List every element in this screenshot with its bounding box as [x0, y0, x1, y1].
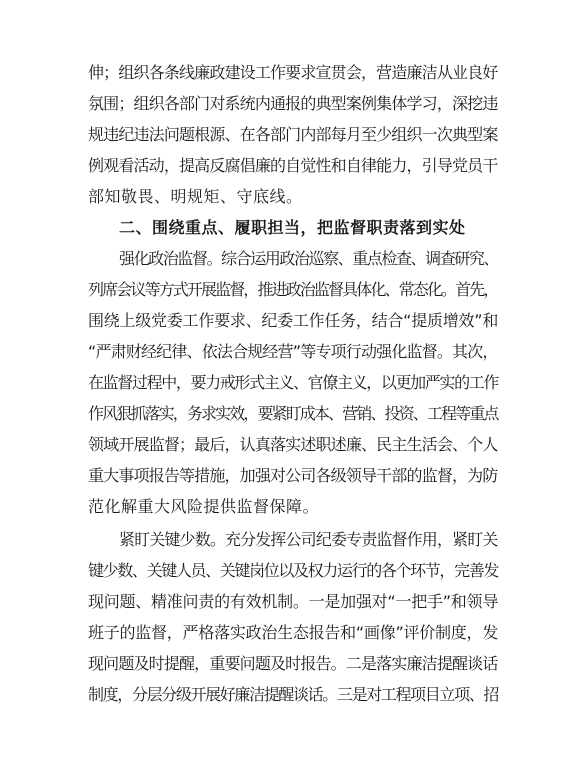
paragraph-line: 围绕上级党委工作要求、纪委工作任务，结合“提质增效”和	[88, 311, 499, 330]
paragraph-line: 氛围；组织各部门对系统内通报的典型案例集体学习，深挖违	[88, 94, 498, 113]
paragraph-line: 重大事项报告等措施，加强对公司各级领导干部的监督，为防	[88, 466, 498, 485]
paragraph-line: 列席会议等方式开展监督，推进政治监督具体化、常态化。首先，	[88, 280, 498, 299]
paragraph-line: 现问题、精准问责的有效机制。一是加强对“一把手”和领导	[88, 592, 499, 611]
paragraph-line: 紧盯关键少数。充分发挥公司纪委专责监督作用，紧盯关	[119, 530, 498, 549]
paragraph-line: 强化政治监督。综合运用政治巡察、重点检查、调查研究、	[119, 249, 499, 268]
paragraph-line: 领域开展监督；最后，认真落实述职述廉、民主生活会、个人	[88, 435, 498, 454]
paragraph-line: 现问题及时提醒，重要问题及时报告。二是落实廉洁提醒谈话	[88, 654, 498, 673]
paragraph-line: 作风狠抓落实，务求实效，要紧盯成本、营销、投资、工程等重点	[88, 404, 498, 423]
paragraph-line: 在监督过程中，要力戒形式主义、官僚主义，以更加严实的工作	[88, 373, 499, 392]
paragraph-line: 范化解重大风险提供监督保障。	[88, 497, 320, 516]
paragraph-line: 规违纪违法问题根源、在各部门内部每月至少组织一次典型案	[88, 125, 498, 144]
paragraph-line: 部知敬畏、明规矩、守底线。	[88, 187, 303, 206]
paragraph-line: 例观看活动，提高反腐倡廉的自觉性和自律能力，引导党员干	[88, 156, 498, 175]
paragraph-line: 制度，分层分级开展好廉洁提醒谈话。三是对工程项目立项、招	[88, 685, 499, 704]
paragraph-line: “严肃财经纪律、依法合规经营”等专项行动强化监督。其次，	[88, 342, 498, 361]
section-heading: 二、围绕重点、履职担当，把监督职责落到实处	[119, 218, 466, 237]
paragraph-line: 键少数、关键人员、关键岗位以及权力运行的各个环节，完善发	[88, 561, 499, 580]
paragraph-line: 班子的监督，严格落实政治生态报告和“画像”评价制度，发	[88, 623, 499, 642]
paragraph-line: 伸；组织各条线廉政建设工作要求宣贯会，营造廉洁从业良好	[88, 63, 498, 82]
